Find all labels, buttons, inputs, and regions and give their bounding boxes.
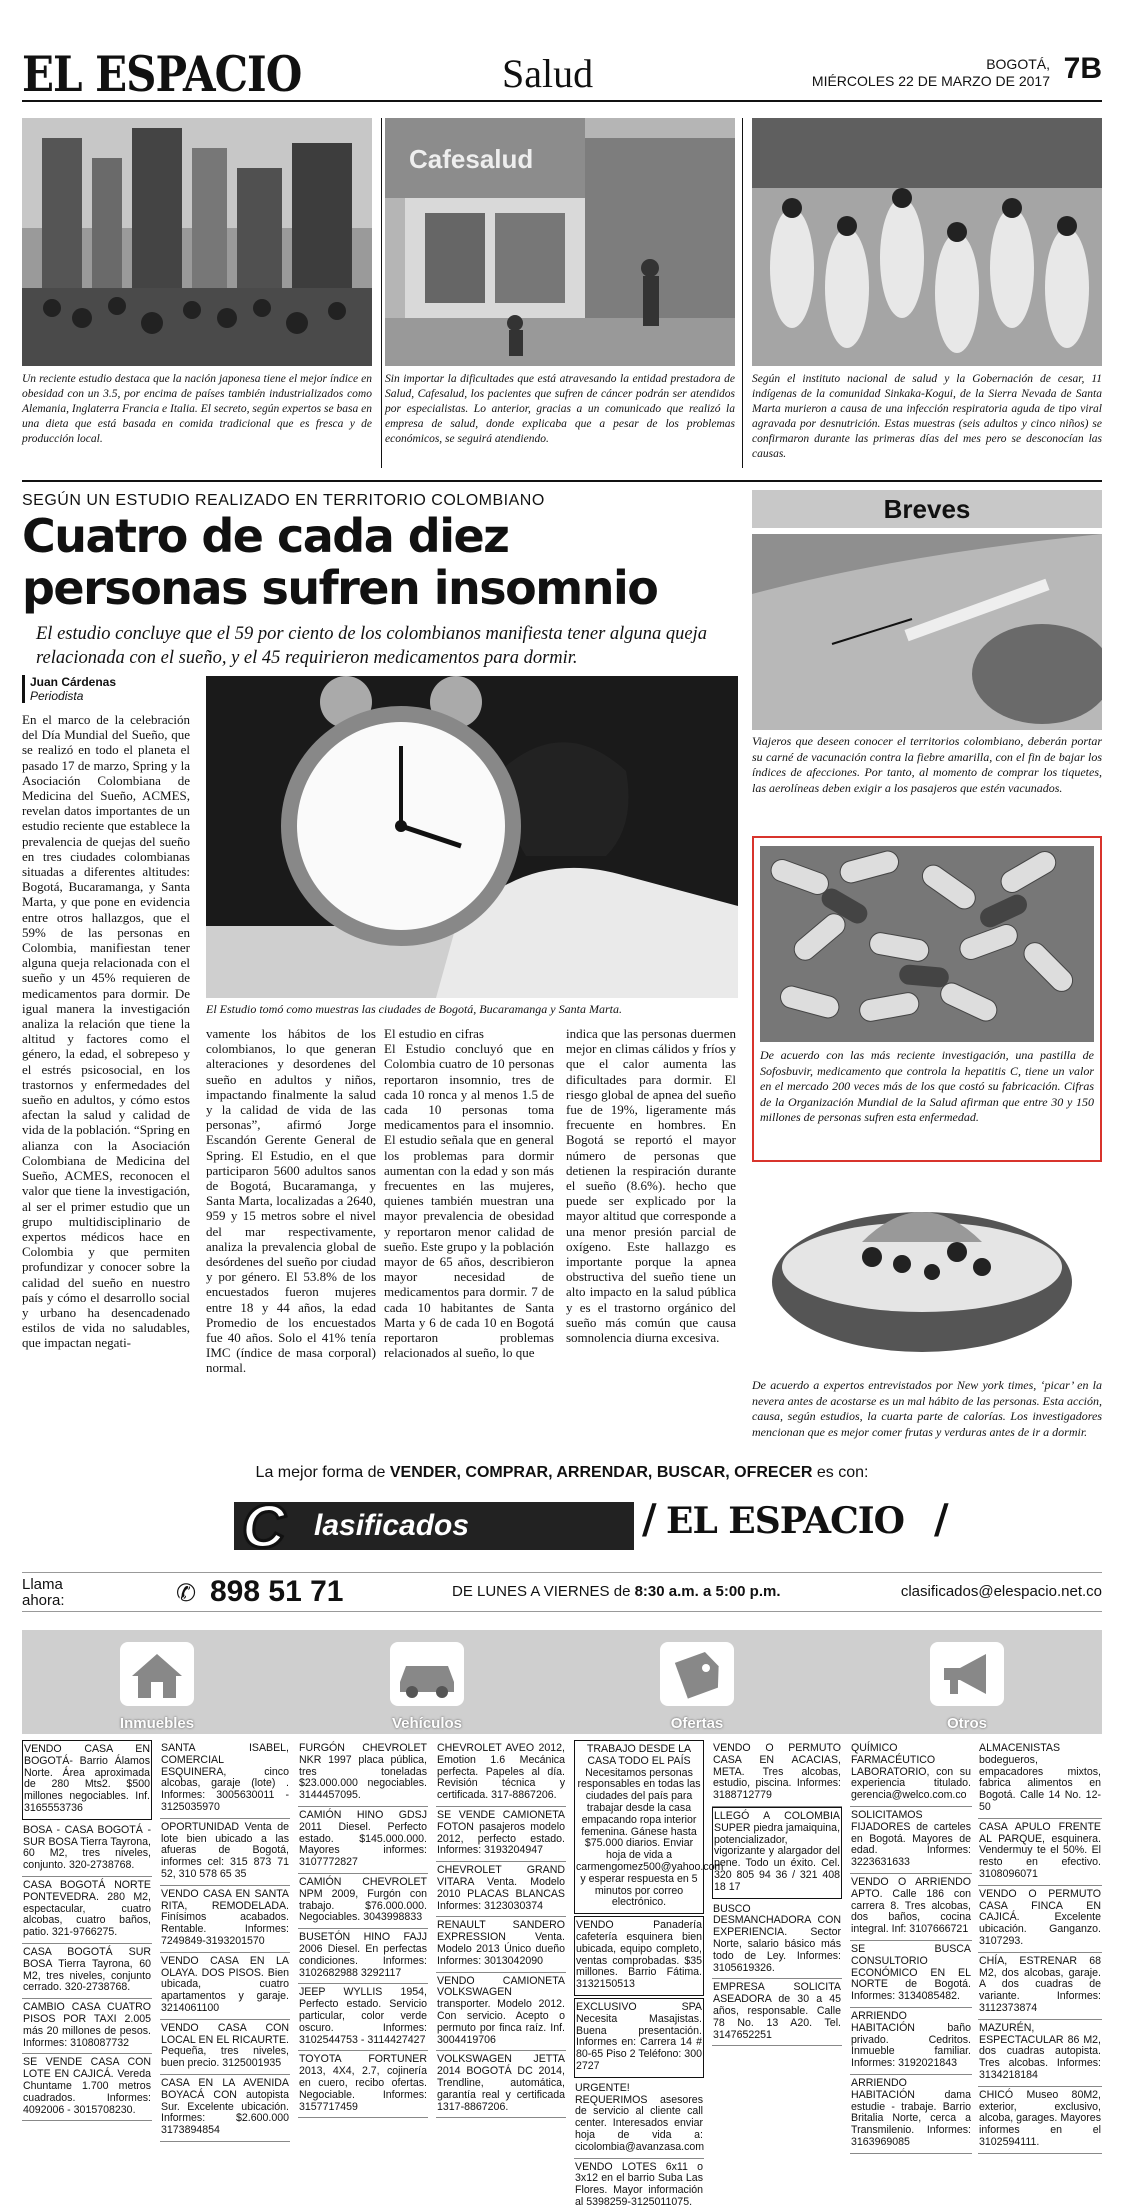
classified-ad: BUSCO DESMANCHADORA CON EXPERIENCIA. Sector Norte, salario básico más todo de Ley. Informes: 3105619326. xyxy=(712,1901,842,1980)
classified-ad: CHICÓ Museo 80M2, exterior, exclusivo, alcoba, garages. Mayores informes en el 3102594111. xyxy=(978,2087,1102,2154)
photo-caption: Según el instituto nacional de salud y la Gobernación de cesar, 11 indígenas de la comunidad Sinkaka-Kogui, de la Sierra Nevada de Santa Marta murieron a causa de una infección respiratoria aguda de tipo viral agravada por desnutrición. Estas muestras (seis adultos y cinco niños) se confirmaron durante las primeras días del mes pero se desconocían las causas. xyxy=(752,373,1102,460)
article-column-2: vamente los hábitos de los colombianos, lo que generan alteraciones y desordenes del sueño en adultos y niños, impactando finalmente la salud y la calidad de vida de las personas”, afirmó Jorge Escandón Gerente General de Spring. El Estudio, en el que participaron 5600 adultos sanos de Bogotá, Bucaramanga, y Santa Marta, localizadas a 2640, 959 y 15 metros sobre el nivel del mar respectivamente, analiza la prevalencia global de desórdenes del sueño por ciudad y por género. El 53.8% de los encuestados fueron mujeres entre 18 y 44 años, la edad Promedio de los encuestados fue 40 años. Solo el 41% tenía IMC (índice de masa corporal) normal. xyxy=(206,1026,376,1376)
column-divider xyxy=(742,118,743,468)
ads-column xyxy=(298,1740,428,2118)
article-column-3 xyxy=(384,1026,554,1360)
classified-ad: JEEP WYLLIS 1954, Perfecto estado. Servicio particular, color verde oscuro. Informes: 3102544753 - 3114427427 xyxy=(298,1984,428,2051)
house-icon xyxy=(120,1642,194,1706)
classified-ad: SE BUSCA CONSULTORIO ECONÓMICO EN EL NORTE de Bogotá. Informes: 3134085482. xyxy=(850,1941,972,2008)
classified-ad: TRABAJO DESDE LA CASA TODO EL PAÍS Necesitamos personas responsables en todas las ciudades del país para trabajar desde la casa empacando ropa interior femenina. Gánese hasta $75.000 diarios. Enviar hoja de vida a carmengomez500@yahoo.com y esperar respuesta en 5 minutos por correo electrónico. xyxy=(574,1740,704,1914)
category-label: Vehículos xyxy=(391,1715,463,1732)
classified-ad: RENAULT SANDERO EXPRESSION Venta. Modelo 2013 Único dueño Informes: 3013042090 xyxy=(436,1917,566,1972)
category-inmuebles xyxy=(22,1630,292,1734)
article-column-1: En el marco de la celebración del Día Mundial del Sueño, que se realizó en todo el planeta el pasado 17 de marzo, Spring y la Asociación Colombiana de Medicina del Sueño, ACMES, revelan datos importantes de un estudio reciente que establece la prevalencia de quejas del sueño en tres ciudades colombianas situadas a diferentes altitudes: Bogotá, Bucaramanga, y Santa Marta, y que pone en evidencia entre otros hallazgos, que el 59% de las personas en Colombia, manifiestan tener alguna queja relacionada con el sueño y un 45% requieren de medicamentos para dormir. De igual manera la investigación analiza la relación que tiene la altitud y factores como el género, la edad, el sobrepeso y el estrés psicosocial, en los trastornos y enfermedades del sueño en adultos, y cómo estos afectan la salud y calidad de vida de la población. “Spring en alianza con la Asociación Colombiana de Medicina del Sueño, ACMES, reconocen el valor que tiene la investigación, al ser el primer estudio que un grupo multidisciplinario de expertos médicos hace en Colombia y que permiten profundizar y conocer sobre la calidad del sueño en nuestro país y cómo el desarrollo social y urbano ha desencadenado estilos de vida no saludables, que impactan negati- xyxy=(22,712,190,1351)
classified-ad: ALMACENISTAS bodegueros, empacadores mixtos, fabrica alimentos en Bogotá. Calle 14 No. 12-50 xyxy=(978,1740,1102,1819)
ads-column xyxy=(978,1740,1102,2154)
breve-caption: Viajeros que deseen conocer el territorios colombiano, deberán portar su carné de vacunación contra la fiebre amarilla, con el fin de bajar los índices de afecciones. Por tanto, al momento de comprar los tiquetes, las aerolíneas deben exigir a los pasajeros que estén vacunados. xyxy=(752,734,1102,795)
category-otros xyxy=(832,1630,1102,1734)
dateline-city: BOGOTÁ, xyxy=(986,56,1050,72)
classified-ad: CAMIÓN HINO GDSJ 2011 Diesel. Perfecto estado. $145.000.000. Mayores informes: 3107772827 xyxy=(298,1807,428,1874)
email-link[interactable]: clasificados@elespacio.net.co xyxy=(900,1583,1102,1600)
photo-pills xyxy=(760,846,1094,1042)
ads-column xyxy=(850,1740,972,2154)
classified-ad: CASA BOGOTÁ NORTE PONTEVEDRA. 280 M2, espectacular, cuatro alcobas, cuatro baños, patio. 321-9766275. xyxy=(22,1877,152,1944)
author-name: Juan Cárdenas xyxy=(30,675,117,689)
contact-bar xyxy=(22,1572,1102,1612)
tag-icon xyxy=(660,1642,734,1706)
ads-column xyxy=(160,1740,290,2142)
classified-ad: VENDO LOTES 6x11 o 3x12 en el barrio Suba Las Flores. Mayor información al 5398259-3125011075. xyxy=(574,2159,704,2206)
classified-ad: SE VENDE CAMIONETA FOTON pasajeros modelo 2012, perfecto estado. Informes: 3193204947 xyxy=(436,1807,566,1862)
section-title: Salud xyxy=(502,51,594,96)
classifieds-paper-name: EL ESPACIO xyxy=(666,1500,904,1542)
dateline xyxy=(812,56,1050,90)
photo-city-crowd xyxy=(22,118,372,366)
clinic-sign: Cafesalud xyxy=(409,144,534,174)
classifieds-banner xyxy=(234,1494,954,1560)
classified-ad: FURGÓN CHEVROLET NKR 1997 placa pública, tres toneladas $23.000.000 negociables. 3144457095. xyxy=(298,1740,428,1807)
photo-alarm-clock-insomnia xyxy=(206,676,738,998)
classified-ad: MAZURÉN, ESPECTACULAR 86 M2, dos cuadras autopista. Tres alcobas. Informes: 3134218184 xyxy=(978,2020,1102,2087)
classified-ad: TOYOTA FORTUNER 2013, 4X4, 2.7, cojinería en cuero, recibo ofertas. Negociable. Informes: 3157717459 xyxy=(298,2051,428,2118)
classified-ads xyxy=(22,1740,1102,2206)
classified-ad: CASA EN LA AVENIDA BOYACÁ CON autopista Sur. Excelente ubicación. Informes: $2.600.000 3173894854 xyxy=(160,2075,290,2142)
classified-ad: SE VENDE CASA CON LOTE EN CAJICÁ. Vereda Chuntame 1.700 metros cuadrados. Informes: 4092006 - 3015708230. xyxy=(22,2054,152,2121)
classified-ad: SANTA ISABEL, COMERCIAL ESQUINERA, cinco alcobas, garaje (lote) . Informes: 3005630011 - 3125035970 xyxy=(160,1740,290,1819)
tagline-bold: VENDER, COMPRAR, ARRENDAR, BUSCAR, OFRECER xyxy=(389,1464,813,1481)
breves-rail xyxy=(752,490,1102,796)
breve-snacking xyxy=(752,1172,1102,1440)
classified-ad: OPORTUNIDAD Venta de lote bien ubicado a las afueras de Bogotá, informes cel: 315 873 71 52, 310 578 65 35 xyxy=(160,1819,290,1886)
article-deck: El estudio concluye que el 59 por ciento de los colombianos manifiesta tener alguna queja relacionada con el sueño, y el 45 requirieron medicamentos para dormir. xyxy=(36,624,708,668)
category-band xyxy=(22,1630,1102,1734)
ads-column xyxy=(22,1740,152,2121)
classifieds-tagline xyxy=(22,1464,1102,1482)
photo-health-office xyxy=(385,118,735,366)
section-rule xyxy=(22,480,1102,482)
classified-ad: LLEGÓ A COLOMBIA SUPER piedra jamaiquina, potencializador, vigorizante y alargador del pene. Todo un éxito. Cel. 320 805 94 36 / 321 408 18 17 xyxy=(712,1807,842,1899)
photo-indigenous-community xyxy=(752,118,1102,366)
classified-ad: VENDO O ARRIENDO APTO. Calle 186 con carrera 8. Tres alcobas, dos baños, cocina integral. Inf: 3107666721 xyxy=(850,1874,972,1941)
slash-icon: / xyxy=(934,1496,949,1543)
classified-ad: CASA APULO FRENTE AL PARQUE, esquinera. Vendermuy te el 50%. El resto en efectivo. 3108096071 xyxy=(978,1819,1102,1886)
article-subhead: El estudio en cifras xyxy=(384,1026,484,1041)
classified-ad: BUSETÓN HINO FAJJ 2006 Diesel. En perfectas condiciones. Informes: 3102682988 3292117 xyxy=(298,1929,428,1984)
photo-fruit-bowl xyxy=(752,1172,1102,1372)
photo-vaccination xyxy=(752,534,1102,730)
classified-ad: VENDO CAMIONETA VOLKSWAGEN transporter. Modelo 2012. Con servicio. Acepto o permuto por finca raíz. Inf. 3004419706 xyxy=(436,1973,566,2052)
ads-column xyxy=(712,1740,842,2046)
classified-ad: VENDO CASA EN BOGOTÁ- Barrio Álamos Norte. Área aproximada de 280 Mts2. $500 millones negociables. Inf. 3165553736 xyxy=(22,1740,152,1820)
hours-bold: 8:30 a.m. a 5:00 p.m. xyxy=(634,1583,781,1600)
photo-caption: El Estudio tomó como muestras las ciudades de Bogotá, Bucaramanga y Santa Marta. xyxy=(206,1002,622,1016)
category-label: Inmuebles xyxy=(119,1715,195,1732)
breve-caption: De acuerdo a expertos entrevistados por New york times, ‘picar’ en la nevera antes de acostarse es un mal hábito de las personas. Esta acción, causa, según estudios, la cuarta parte de calorías. Los investigadores mencionan que es mejor comer frutas y verduras antes de ir a dormir. xyxy=(752,1378,1102,1439)
article-column-4: indica que las personas duermen mejor en climas cálidos y fríos y que el calor aumenta las dificultades para dormir. El riesgo global de apnea del sueño fue de 19%, ligeramente más frecuente en hombres. En Bogotá se reportó el mayor número de personas que detienen la respiración durante el sueño (8.6%). hecho que puede ser explicado por la mayor altitud que corresponde a una menor presión parcial de oxígeno. Este hallazgo es importante porque la apnea obstructiva del sueño tiene un alto impacto en la salud pública y es el trastorno orgánico del sueño más común que causa somnolencia diurna excesiva. xyxy=(566,1026,736,1346)
photo-indigenous xyxy=(752,118,1102,480)
classified-ad: BOSA - CASA BOGOTÁ - SUR BOSA Tierra Tayrona, 60 M2, tres niveles, conjunto. 320-2738768. xyxy=(22,1822,152,1877)
slash-icon: / xyxy=(642,1496,657,1543)
breves-title: Breves xyxy=(752,490,1102,528)
classified-ad: VENDO Panadería cafetería esquinera bien ubicada, equipo completo, ventas comprobadas. $35 millones. Barrio Fátima. 3132150513 xyxy=(574,1916,704,1996)
call-label: Llama ahora: xyxy=(22,1576,65,1609)
category-ofertas xyxy=(562,1630,832,1734)
category-label: Otros xyxy=(946,1715,987,1732)
classified-ad: CHEVROLET AVEO 2012, Emotion 1.6 Mecánica perfecta. Papeles al día. Revisión técnica y certificada. 317-8867206. xyxy=(436,1740,566,1807)
classified-ad: VENDO CASA EN SANTA RITA, REMODELADA. Finísimos acabados. Rentable. Informes: 7249849-3193201570 xyxy=(160,1886,290,1953)
photo-cafesalud xyxy=(385,118,735,480)
page-number: 7B xyxy=(1063,52,1102,85)
classified-ad: CHEVROLET GRAND VITARA Venta. Modelo 2010 PLACAS BLANCAS Informes: 3123030374 xyxy=(436,1862,566,1917)
article-kicker: SEGÚN UN ESTUDIO REALIZADO EN TERRITORIO COLOMBIANO xyxy=(22,492,545,509)
classified-ad: EMPRESA SOLICITA ASEADORA de 30 a 45 años, responsable. Calle 78 No. 13 A20. Tel. 3147652251 xyxy=(712,1979,842,2046)
masthead xyxy=(22,40,1102,102)
breve-highlighted xyxy=(752,836,1102,1162)
classified-ad: VENDO O PERMUTO CASA EN ACACIAS, META. Tres alcobas, estudio, piscina. Informes: 3188712779 xyxy=(712,1740,842,1807)
office-hours xyxy=(452,1583,781,1600)
author-role: Periodista xyxy=(30,689,84,703)
phone-number[interactable]: 898 51 71 xyxy=(210,1575,344,1608)
classified-ad: QUÍMICO FARMACÉUTICO LABORATORIO, con su experiencia titulado. gerencia@welco.com.co xyxy=(850,1740,972,1807)
hours-pre: DE LUNES A VIERNES de xyxy=(452,1583,631,1600)
ads-column xyxy=(436,1740,566,2118)
classified-ad: SOLICITAMOS FIJADORES de carteles en Bogotá. Mayores de edad. Informes: 3223631633 xyxy=(850,1807,972,1874)
classifieds-section xyxy=(22,1464,1102,2206)
byline xyxy=(22,675,116,703)
classified-ad: CAMBIO CASA CUATRO PISOS POR TAXI 2.005 más 20 millones de pesos. Informes: 3108087732 xyxy=(22,1999,152,2054)
classified-ad: VENDO CASA CON LOCAL EN EL RICAURTE. Pequeña, tres niveles, buen precio. 3125001935 xyxy=(160,2020,290,2075)
classified-ad: CASA BOGOTÁ SUR BOSA Tierra Tayrona, 60 M2, tres niveles, conjunto cerrado. 320-2738768. xyxy=(22,1944,152,1999)
column-divider xyxy=(381,118,382,468)
breve-caption: De acuerdo con las más reciente investigación, una pastilla de Sofosbuvir, medicamento que controla la hepatitis C, tiene un valor en el mercado 200 veces más de los que costó su fabricación. Cifras de la Organización Mundial de la Salud afirman que entre 30 y 150 millones de personas sufren esta enfermedad. xyxy=(760,1048,1094,1124)
ads-column xyxy=(574,1740,724,2206)
category-vehiculos xyxy=(292,1630,562,1734)
newspaper-brand: EL ESPACIO xyxy=(22,46,302,103)
classified-ad: CHÍA, ESTRENAR 68 M2, dos alcobas, garaje. A dos cuadras de variante. Informes: 3112373874 xyxy=(978,1953,1102,2020)
classified-ad: ARRIENDO HABITACIÓN baño privado. Cedritos. Inmueble familiar. Informes: 3192021843 xyxy=(850,2008,972,2075)
car-icon xyxy=(390,1642,464,1706)
classified-ad: VENDO O PERMUTO CASA FINCA EN CAJICÁ. Excelente ubicación. Ganganzo. 3107293. xyxy=(978,1886,1102,1953)
classified-ad: VOLKSWAGEN JETTA 2014 BOGOTÁ DC 2014, Trendline, automática, garantía real y certificada 1317-8867206. xyxy=(436,2051,566,2118)
classifieds-logo: lasificados xyxy=(234,1502,634,1550)
classified-ad: ARRIENDO HABITACIÓN dama estudie - trabaje. Barrio Britalia Norte, cerca a Transmilenio. Informes: 3163969085 xyxy=(850,2075,972,2154)
megaphone-icon xyxy=(930,1642,1004,1706)
classified-ad: CAMIÓN CHEVROLET NPM 2009, Furgón con trabajo. $76.000.000. Negociables. 3043998833 xyxy=(298,1874,428,1929)
dateline-date: MIÉRCOLES 22 DE MARZO DE 2017 xyxy=(811,73,1050,89)
classifieds-logo-c: C xyxy=(242,1493,286,1560)
tagline-pre: La mejor forma de xyxy=(255,1464,386,1481)
classified-ad: EXCLUSIVO SPA Necesita Masajistas. Buena presentación. Informes en: Carrera 14 # 80-65 Piso 2 Teléfono: 300 2727 xyxy=(574,1998,704,2078)
classified-ad: URGENTE! REQUERIMOS asesores de servicio al cliente call center. Interesados enviar hoja de vida a: cicolombia@avanzasa.com xyxy=(574,2080,704,2159)
classified-ad: VENDO CASA EN LA OLAYA. DOS PISOS. Bien ubicada, cuatro apartamentos y garaje. 3214061100 xyxy=(160,1953,290,2020)
article-photo xyxy=(206,676,738,1018)
phone-icon: ✆ xyxy=(176,1580,197,1607)
photo-tokyo xyxy=(22,118,372,480)
article-headline: Cuatro de cada diez personas sufren insomnio xyxy=(22,509,658,615)
article-column-3-text: El Estudio concluyó que en Colombia cuatro de 10 personas reportaron insomnio, tres de cada 10 ronca y al menos 1.5 de cada 10 personas toma medicamentos para el insomnio. El estudio señala que en general los problemas para dormir aumentan con la edad y son más frecuentes en las mujeres, quienes también muestran una mayor prevalencia de obesidad y reportaron menor calidad de sueño. Este grupo y la población mayor de 65 años, describieron mayor necesidad de medicamentos para dormir. 7 de cada 10 habitantes de Santa Marta y 6 de cada 10 en Bogotá reportaron problemas relacionados al sueño, lo que xyxy=(384,1041,554,1361)
photo-caption: Sin importar la dificultades que está atravesando la entidad prestadora de Salud, Cafesalud, los pacientes que sufren de cáncer podrán ser atendidos por especialistas. Lo anterior, gracias a un comunicado que realizó la empresa de salud, donde explicaba que a pesar de los problemas económicos, se seguirá atendiendo. xyxy=(385,373,735,445)
category-label: Ofertas xyxy=(670,1715,724,1732)
tagline-post: es con: xyxy=(816,1464,869,1481)
photo-caption: Un reciente estudio destaca que la nación japonesa tiene el mejor índice en obesidad con un 3.5, por encima de países también industrializados como Alemania, Inglaterra Francia e Italia. El secreto, según expertos se basa en una dieta que está basada en comida tradicional que es fresca y de producción local. xyxy=(22,373,372,445)
